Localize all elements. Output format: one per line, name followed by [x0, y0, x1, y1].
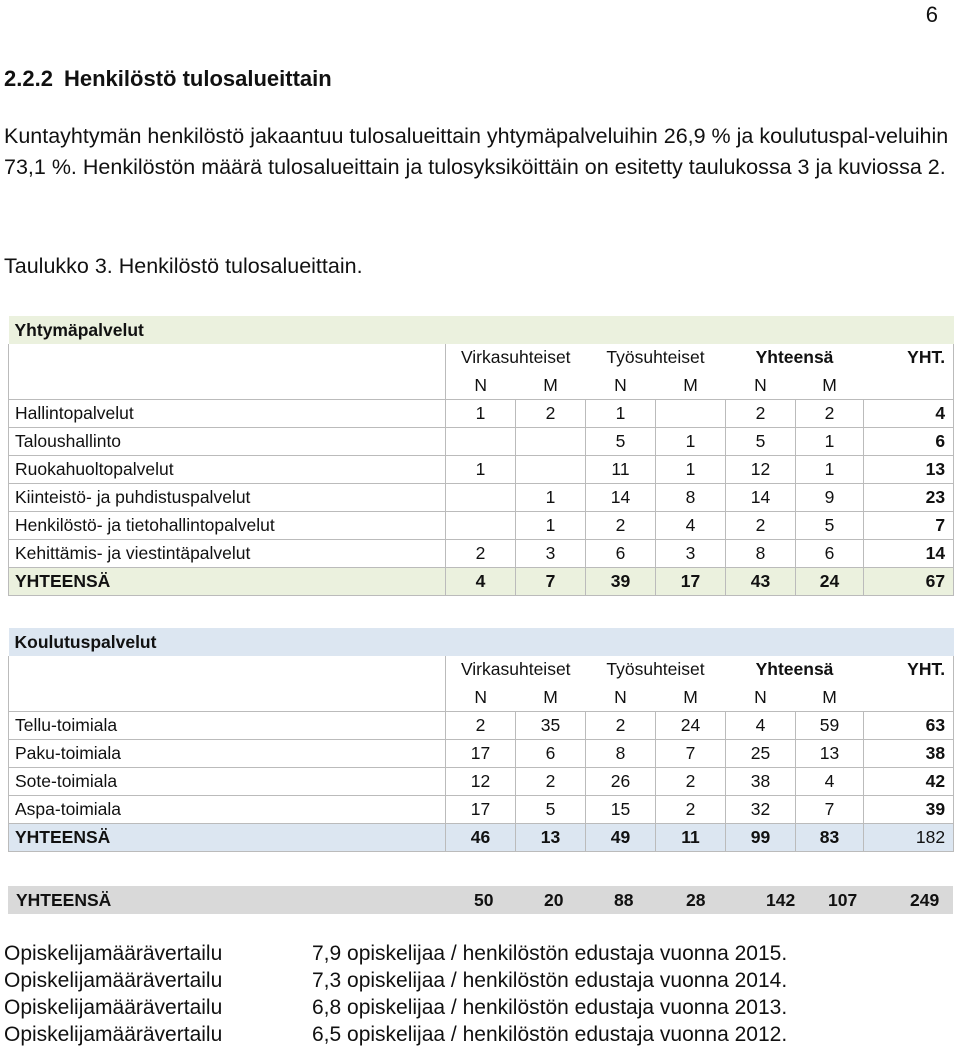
value-cell-vm: 35 — [516, 712, 586, 740]
table-row — [9, 400, 954, 428]
value-cell-yn: 43 — [726, 568, 796, 596]
comparison-label: Opiskelijamäärävertailu — [4, 969, 223, 992]
value-cell-yn: 38 — [726, 768, 796, 796]
value-cell-ym: 1 — [796, 428, 864, 456]
header-row-groups — [9, 344, 954, 371]
row-total-cell: 67 — [864, 568, 954, 596]
header-yhteensa: Yhteensä — [755, 659, 834, 679]
table-row — [9, 540, 954, 568]
header-m: M — [543, 686, 558, 707]
yhtymapalvelut-title: Yhtymäpalvelut — [9, 316, 954, 344]
value-cell-yn: 2 — [726, 400, 796, 428]
value-cell-vn: 4 — [446, 568, 516, 596]
value-cell-tn: 6 — [586, 540, 656, 568]
header-m: M — [543, 374, 558, 395]
value-cell-vm: 3 — [516, 540, 586, 568]
value-cell-yn: 14 — [726, 484, 796, 512]
value-cell-vm: 5 — [516, 796, 586, 824]
grand-total-cell: 249 — [910, 890, 940, 910]
header-m: M — [683, 374, 698, 395]
value-cell-tn: 1 — [586, 400, 656, 428]
value-cell-vn: 17 — [446, 740, 516, 768]
table-row — [9, 428, 954, 456]
row-total-cell: 13 — [864, 456, 954, 484]
comparison-label: Opiskelijamäärävertailu — [4, 996, 223, 1019]
yhtymapalvelut-table-wrap — [8, 316, 953, 596]
value-cell-tm: 1 — [656, 428, 726, 456]
value-cell-yn: 4 — [726, 712, 796, 740]
value-cell-ym: 4 — [796, 768, 864, 796]
header-m: M — [822, 686, 837, 707]
section-title: Henkilöstö tulosalueittain — [64, 66, 332, 91]
grand-total-cell: 50 — [474, 890, 494, 910]
header-n: N — [474, 374, 488, 395]
value-cell-tn: 11 — [586, 456, 656, 484]
comparison-text: 6,8 opiskelijaa / henkilöstön edustaja vuonna 2013. — [312, 996, 788, 1019]
row-total-cell: 63 — [864, 712, 954, 740]
value-cell-vm: 2 — [516, 400, 586, 428]
header-n: N — [614, 686, 627, 707]
value-cell-tm: 4 — [656, 512, 726, 540]
value-cell-ym: 83 — [796, 824, 864, 852]
header-yht: YHT. — [864, 344, 954, 371]
row-name: Hallintopalvelut — [9, 400, 446, 428]
header-n: N — [614, 374, 627, 395]
header-m: M — [822, 374, 837, 395]
value-cell-tn: 2 — [586, 512, 656, 540]
value-cell-ym: 9 — [796, 484, 864, 512]
value-cell-vn — [446, 512, 516, 540]
grand-total-cell: 20 — [544, 890, 564, 910]
value-cell-vm: 13 — [516, 824, 586, 852]
comparison-row — [4, 1021, 954, 1048]
comparison-list — [4, 940, 954, 1048]
table-caption: Taulukko 3. Henkilöstö tulosalueittain. — [4, 254, 363, 278]
koulutuspalvelut-table-wrap — [8, 628, 953, 852]
value-cell-tm: 11 — [656, 824, 726, 852]
value-cell-tm: 1 — [656, 456, 726, 484]
grand-total-cell: 28 — [686, 890, 706, 910]
value-cell-ym: 59 — [796, 712, 864, 740]
value-cell-tm: 17 — [656, 568, 726, 596]
row-name: Tellu-toimiala — [9, 712, 446, 740]
value-cell-ym: 5 — [796, 512, 864, 540]
comparison-row — [4, 967, 954, 994]
value-cell-vn: 12 — [446, 768, 516, 796]
row-name: YHTEENSÄ — [9, 568, 446, 596]
comparison-row — [4, 994, 954, 1021]
value-cell-vm: 6 — [516, 740, 586, 768]
total-row — [9, 568, 954, 596]
value-cell-vm: 1 — [516, 512, 586, 540]
value-cell-tn: 15 — [586, 796, 656, 824]
header-virkasuhteiset: Virkasuhteiset — [460, 659, 571, 679]
value-cell-tm: 8 — [656, 484, 726, 512]
value-cell-tn: 5 — [586, 428, 656, 456]
value-cell-yn: 2 — [726, 512, 796, 540]
table-row — [9, 768, 954, 796]
value-cell-yn: 5 — [726, 428, 796, 456]
header-virkasuhteiset: Virkasuhteiset — [460, 347, 571, 367]
header-tyosuhteiset: Työsuhteiset — [606, 347, 705, 367]
value-cell-vn — [446, 428, 516, 456]
header-n: N — [754, 686, 767, 707]
row-total-cell: 23 — [864, 484, 954, 512]
table-row — [9, 740, 954, 768]
value-cell-vm — [516, 456, 586, 484]
section-number: 2.2.2 — [4, 66, 53, 91]
koulutuspalvelut-title: Koulutuspalvelut — [9, 628, 954, 656]
value-cell-ym: 2 — [796, 400, 864, 428]
page-number: 6 — [925, 2, 938, 27]
grand-total-cell: 88 — [614, 890, 634, 910]
header-n: N — [754, 374, 767, 395]
value-cell-tn: 2 — [586, 712, 656, 740]
value-cell-tn: 8 — [586, 740, 656, 768]
section-title-row — [9, 628, 954, 656]
header-m: M — [683, 686, 698, 707]
comparison-label: Opiskelijamäärävertailu — [4, 942, 223, 965]
value-cell-tm — [656, 400, 726, 428]
value-cell-yn: 12 — [726, 456, 796, 484]
grand-total-cell: 107 — [828, 890, 858, 910]
grand-total-label: YHTEENSÄ — [16, 890, 112, 910]
comparison-text: 7,3 opiskelijaa / henkilöstön edustaja vuonna 2014. — [312, 969, 788, 992]
row-name: Paku-toimiala — [9, 740, 446, 768]
row-name: Ruokahuoltopalvelut — [9, 456, 446, 484]
header-n: N — [474, 686, 488, 707]
value-cell-vn — [446, 484, 516, 512]
comparison-text: 7,9 opiskelijaa / henkilöstön edustaja vuonna 2015. — [312, 942, 788, 965]
header-row-nm — [9, 371, 954, 400]
value-cell-vm: 7 — [516, 568, 586, 596]
value-cell-tm: 2 — [656, 796, 726, 824]
row-total-cell: 38 — [864, 740, 954, 768]
value-cell-tm: 24 — [656, 712, 726, 740]
value-cell-yn: 32 — [726, 796, 796, 824]
value-cell-yn: 8 — [726, 540, 796, 568]
value-cell-tn: 26 — [586, 768, 656, 796]
value-cell-ym: 13 — [796, 740, 864, 768]
header-row-groups — [9, 656, 954, 683]
value-cell-tm: 7 — [656, 740, 726, 768]
row-total-cell: 42 — [864, 768, 954, 796]
value-cell-tm: 3 — [656, 540, 726, 568]
row-total-cell: 6 — [864, 428, 954, 456]
row-total-cell: 7 — [864, 512, 954, 540]
intro-paragraph: Kuntayhtymän henkilöstö jakaantuu tulosalueittain yhtymäpalveluihin 26,9 % ja koulutuspal-veluihin 73,1 %. Henkilöstön määrä tulosalueittain ja tulosyksiköittäin on esitetty taulukossa 3 ja kuviossa 2. — [4, 124, 949, 179]
row-name: Aspa-toimiala — [9, 796, 446, 824]
value-cell-tn: 39 — [586, 568, 656, 596]
comparison-label: Opiskelijamäärävertailu — [4, 1023, 223, 1046]
value-cell-vn: 17 — [446, 796, 516, 824]
value-cell-tm: 2 — [656, 768, 726, 796]
table-row — [9, 796, 954, 824]
value-cell-ym: 1 — [796, 456, 864, 484]
comparison-row — [4, 940, 954, 967]
header-yhteensa: Yhteensä — [755, 347, 834, 367]
grand-total-cell: 142 — [766, 890, 796, 910]
total-row — [9, 824, 954, 852]
comparison-text: 6,5 opiskelijaa / henkilöstön edustaja vuonna 2012. — [312, 1023, 788, 1046]
value-cell-tn: 49 — [586, 824, 656, 852]
value-cell-vn: 1 — [446, 400, 516, 428]
value-cell-ym: 24 — [796, 568, 864, 596]
section-title-row — [9, 316, 954, 344]
koulutuspalvelut-table — [8, 628, 954, 852]
value-cell-vm: 1 — [516, 484, 586, 512]
value-cell-yn: 25 — [726, 740, 796, 768]
header-row-nm — [9, 683, 954, 712]
row-name: Sote-toimiala — [9, 768, 446, 796]
row-name: Kehittämis- ja viestintäpalvelut — [9, 540, 446, 568]
row-total-cell: 14 — [864, 540, 954, 568]
grand-total-row — [8, 886, 953, 914]
header-yht: YHT. — [864, 656, 954, 683]
value-cell-ym: 6 — [796, 540, 864, 568]
table-row — [9, 512, 954, 540]
value-cell-vm: 2 — [516, 768, 586, 796]
table-row — [9, 484, 954, 512]
value-cell-vn: 46 — [446, 824, 516, 852]
table-row — [9, 456, 954, 484]
row-total-cell: 182 — [864, 824, 954, 852]
header-tyosuhteiset: Työsuhteiset — [606, 659, 705, 679]
row-name: Kiinteistö- ja puhdistuspalvelut — [9, 484, 446, 512]
row-name: Henkilöstö- ja tietohallintopalvelut — [9, 512, 446, 540]
value-cell-yn: 99 — [726, 824, 796, 852]
value-cell-vn: 2 — [446, 712, 516, 740]
table-row — [9, 712, 954, 740]
value-cell-tn: 14 — [586, 484, 656, 512]
value-cell-ym: 7 — [796, 796, 864, 824]
row-name: YHTEENSÄ — [9, 824, 446, 852]
value-cell-vn: 1 — [446, 456, 516, 484]
yhtymapalvelut-table — [8, 316, 954, 596]
value-cell-vm — [516, 428, 586, 456]
row-total-cell: 4 — [864, 400, 954, 428]
section-heading — [4, 66, 332, 92]
row-name: Taloushallinto — [9, 428, 446, 456]
value-cell-vn: 2 — [446, 540, 516, 568]
row-total-cell: 39 — [864, 796, 954, 824]
